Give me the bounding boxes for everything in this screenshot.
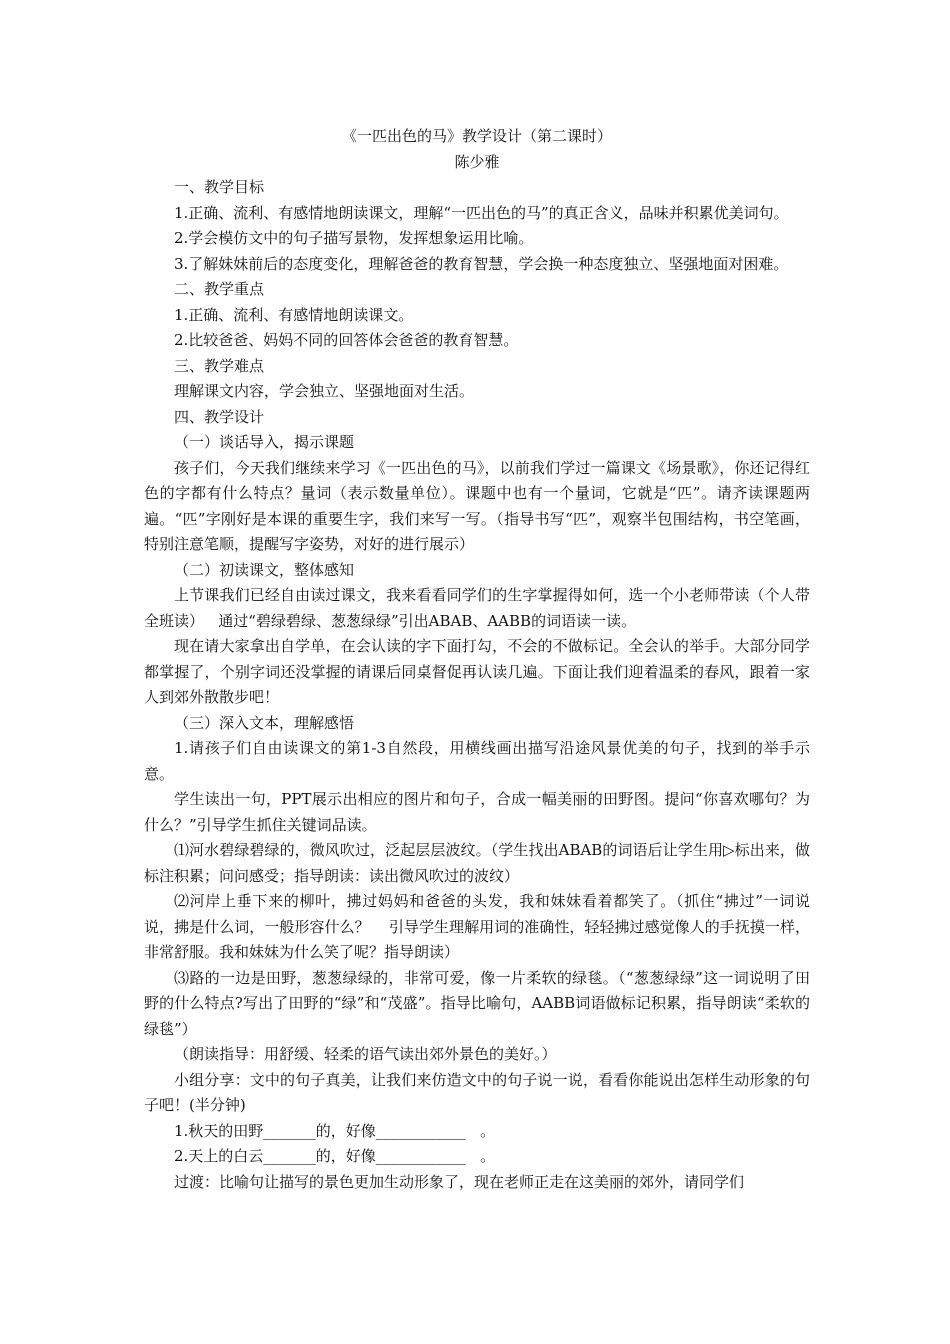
paragraph: 1.秋天的田野_______的，好像____________ 。	[174, 1121, 496, 1140]
paragraph: 2.学会模仿文中的句子描写景物，发挥想象运用比喻。	[174, 229, 534, 247]
section-heading: 三、教学难点	[174, 356, 265, 375]
paragraph: 上节课我们已经自由读过课文，我来看看同学们的生字掌握得如何，选一个小老师带读（个人带全班读） 通过“碧绿碧绿、葱葱绿绿”引出ABAB、AABB的词语读一读。	[144, 586, 810, 630]
section-heading: 一、教学目标	[174, 178, 265, 196]
paragraph: 1.请孩子们自由读课文的第1-3自然段，用横线画出描写沿途风景优美的句子，找到的举手示意。	[144, 739, 810, 783]
paragraph: 过渡：比喻句让描写的景色更加生动形象了，现在老师正走在这美丽的郊外，请同学们	[174, 1172, 745, 1191]
paragraph: 2.天上的白云_______的，好像____________ 。	[174, 1147, 496, 1165]
paragraph: ⑵河岸上垂下来的柳叶，拂过妈妈和爸爸的头发，我和妹妹看着都笑了。（抓住“拂过”一词说说，拂是什么词，一般形容什么？ 引导学生理解用词的准确性，轻轻拂过感觉像人的手抚摸一样，非常舒服。我和妹妹为什么笑了呢？指导朗读）	[144, 892, 810, 961]
subsection-heading: （一）谈话导入，揭示课题	[174, 433, 355, 451]
paragraph: ⑶路的一边是田野，葱葱绿绿的，非常可爱，像一片柔软的绿毯。（“葱葱绿绿”这一词说明了田野的什么特点?写出了田野的“绿”和“茂盛”。指导比喻句，AABB词语做标记积累，指导朗读“柔软的绿毯”）	[144, 968, 810, 1038]
document-title: 《一匹出色的马》教学设计（第二课时）	[341, 127, 612, 145]
paragraph: （朗读指导：用舒缓、轻柔的语气读出郊外景色的美好。）	[174, 1045, 557, 1063]
subsection-heading: （二）初读课文，整体感知	[174, 560, 355, 579]
subsection-heading: （三）深入文本，理解感悟	[174, 713, 355, 732]
paragraph: 孩子们，今天我们继续来学习《一匹出色的马》，以前我们学过一篇课文《场景歌》，你还记得红色的字都有什么特点？量词（表示数量单位）。课题中也有一个量词，它就是“匹”。请齐读课题两遍。“匹”字刚好是本课的重要生字，我们来写一写。（指导书写“匹”，观察半包围结构，书空笔画，特别注意笔顺，提醒写字姿势，对好的进行展示）	[144, 458, 810, 553]
paragraph: 现在请大家拿出自学单，在会认读的字下面打勾，不会的不做标记。全会认的举手。大部分同学都掌握了，个别字词还没掌握的请课后同桌督促再认读几遍。下面让我们迎着温柔的春风，跟着一家人到郊外散散步吧！	[144, 637, 810, 706]
paragraph: ⑴河水碧绿碧绿的，微风吹过，泛起层层波纹。（学生找出ABAB的词语后让学生用▷标出来，做标注积累；问问感受；指导朗读：读出微风吹过的波纹）	[144, 841, 810, 885]
section-heading: 四、教学设计	[174, 407, 265, 426]
paragraph: 小组分享：文中的句子真美，让我们来仿造文中的句子说一说，看看你能说出怎样生动形象的句子吧！(半分钟)	[144, 1070, 810, 1114]
document-page	[144, 124, 810, 1195]
paragraph: 2.比较爸爸、妈妈不同的回答体会爸爸的教育智慧。	[174, 331, 519, 349]
section-heading: 二、教学重点	[174, 280, 265, 298]
paragraph: 1.正确、流利、有感情地朗读课文。	[174, 305, 414, 324]
paragraph: 学生读出一句，PPT展示出相应的图片和句子，合成一幅美丽的田野图。提问“你喜欢哪句？为什么？”引导学生抓住关键词品读。	[144, 790, 810, 834]
document-author: 陈少雅	[454, 152, 500, 171]
paragraph: 3.了解妹妹前后的态度变化，理解爸爸的教育智慧，学会换一种态度独立、坚强地面对困难。	[174, 254, 789, 273]
paragraph: 理解课文内容，学会独立、坚强地面对生活。	[174, 382, 475, 400]
paragraph: 1.正确、流利、有感情地朗读课文，理解“一匹出色的马”的真正含义，品味并积累优美词句。	[174, 203, 789, 222]
